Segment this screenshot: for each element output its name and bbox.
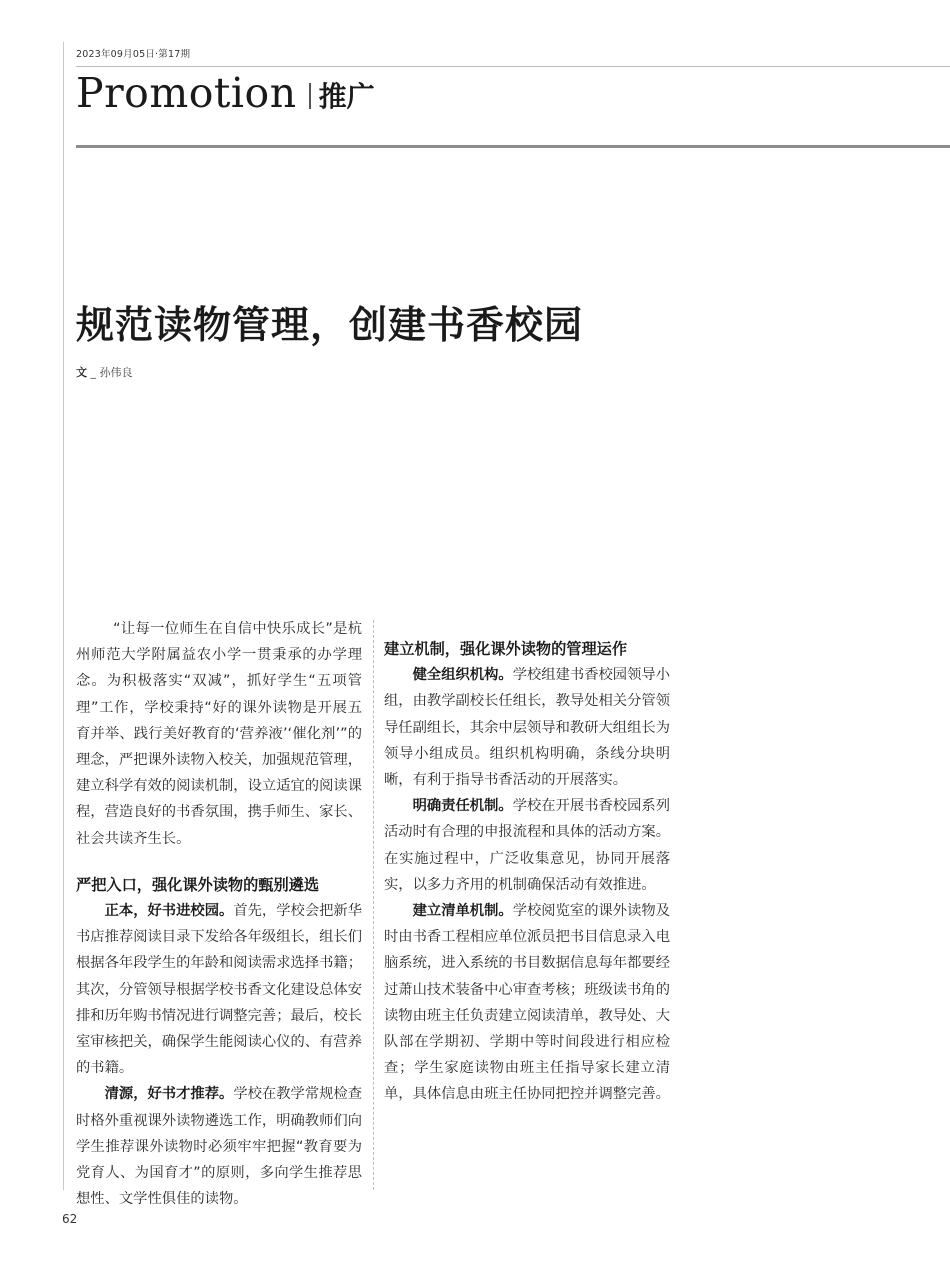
body-column-right	[384, 616, 670, 1108]
section-2-paragraph-2	[384, 793, 670, 898]
section-1-paragraph-2-text: 学校在教学常规检查时格外重视课外读物遴选工作，明确教师们向学生推荐课外读物时必须牢牢把握“教育要为党育人、为国育才”的原则，多向学生推荐思想性、文学性俱佳的读物。	[76, 1086, 363, 1208]
section-1-heading: 严把入口，强化课外读物的甄别遴选	[76, 875, 319, 894]
issue-date: 2023年09月05日·第17期	[76, 49, 191, 60]
section-1-paragraph-1-text: 首先，学校会把新华书店推荐阅读目录下发给各年级组长，组长们根据各年段学生的年龄和阅读需求选择书籍；其次，分管领导根据学校书香文化建设总体安排和历年购书情况进行调整完善；最后，校长室审核把关，确保学生能阅读心仪的、有营养的书籍。	[76, 903, 363, 1077]
section-1-paragraph-1-keyword: 正本，好书进校园。	[104, 903, 234, 920]
section-header	[76, 66, 375, 120]
intro-paragraph: “让每一位师生在自信中快乐成长”是杭州师范大学附属益农小学一贯秉承的办学理念。为积极落实“双减”，抓好学生“五项管理”工作，学校秉持“好的课外读物是开展五育并举、践行美好教育的‘营养液’‘催化剂’”的理念，严把课外读物入校关，加强规范管理，建立科学有效的阅读机制，设立适宜的阅读课程，营造良好的书香氛围，携手师生、家长、社会共读齐生长。	[76, 621, 362, 847]
byline-separator: _	[90, 366, 96, 379]
section-2-paragraph-3	[384, 898, 670, 1108]
byline	[76, 364, 133, 380]
page-number: 62	[62, 1212, 78, 1226]
author-name: 孙伟良	[99, 366, 133, 379]
section-1-paragraph-2-keyword: 清源，好书才推荐。	[104, 1086, 234, 1103]
body-column-left	[76, 616, 362, 1212]
section-1-paragraph-1	[76, 898, 362, 1081]
section-2-paragraph-1	[384, 662, 670, 793]
section-2-paragraph-1-keyword: 健全组织机构。	[412, 667, 513, 684]
byline-label: 文	[76, 366, 87, 379]
section-2-heading: 建立机制，强化课外读物的管理运作	[384, 640, 627, 658]
left-margin-rule	[63, 42, 64, 1190]
section-title-en: Promotion	[76, 69, 297, 117]
section-2-paragraph-2-keyword: 明确责任机制。	[412, 798, 513, 815]
section-2-paragraph-3-text: 学校阅览室的课外读物及时由书香工程相应单位派员把书目信息录入电脑系统，进入系统的书目数据信息每年都要经过萧山技术装备中心审查考核；班级读书角的读物由班主任负责建立阅读清单，教导处、大队部在学期初、学期中等时间段进行相应检查；学生家庭读物由班主任指导家长建立清单，具体信息由班主任协同把控并调整完善。	[384, 903, 671, 1103]
column-divider	[373, 620, 374, 1190]
section-title-zh: 推广	[318, 80, 375, 113]
section-2-paragraph-2-text: 学校在开展书香校园系列活动时有合理的申报流程和具体的活动方案。在实施过程中，广泛收集意见，协同开展落实，以多力齐用的机制确保活动有效推进。	[384, 798, 671, 893]
section-2-paragraph-1-text: 学校组建书香校园领导小组，由教学副校长任组长，教导处相关分管领导任副组长，其余中层领导和教研大组组长为领导小组成员。组织机构明确，条线分块明晰，有利于指导书香活动的开展落实。	[384, 667, 671, 789]
section-2-paragraph-3-keyword: 建立清单机制。	[412, 903, 513, 920]
header-rule	[76, 145, 950, 148]
article-title: 规范读物管理，创建书香校园	[76, 303, 584, 347]
section-separator	[309, 83, 311, 109]
section-1-paragraph-2	[76, 1081, 362, 1212]
